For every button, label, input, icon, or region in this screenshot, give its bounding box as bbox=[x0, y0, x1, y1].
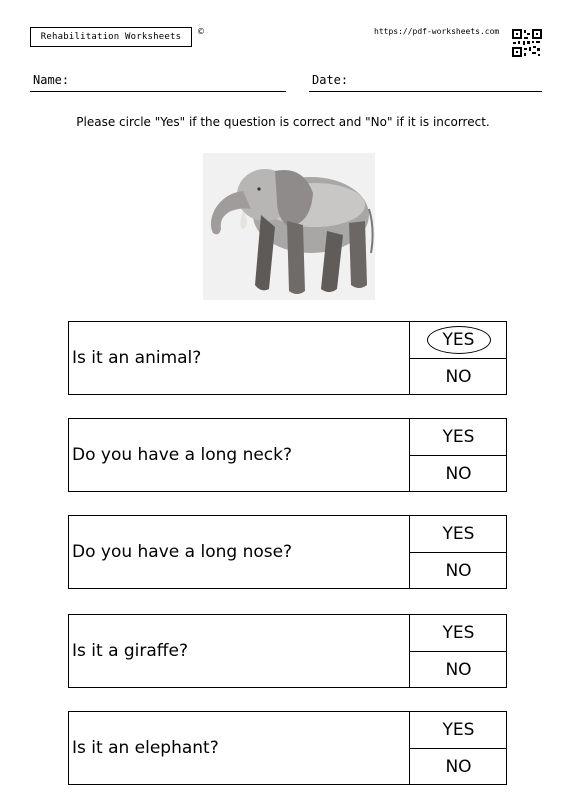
yes-option[interactable] bbox=[410, 516, 507, 553]
answer-options bbox=[409, 419, 507, 491]
instructions-text: Please circle "Yes" if the question is correct and "No" if it is incorrect. bbox=[76, 115, 490, 129]
yes-option[interactable] bbox=[410, 712, 507, 749]
question-row bbox=[68, 515, 507, 589]
copyright-mark: © bbox=[197, 27, 205, 36]
question-text: Is it an elephant? bbox=[72, 738, 219, 758]
yes-label: YES bbox=[442, 623, 475, 643]
name-label: Name: bbox=[33, 73, 70, 87]
site-url[interactable]: https://pdf-worksheets.com bbox=[374, 27, 500, 36]
question-row bbox=[68, 418, 507, 492]
question-row bbox=[68, 711, 507, 785]
yes-label: YES bbox=[442, 427, 475, 447]
question-row bbox=[68, 321, 507, 395]
yes-option[interactable] bbox=[410, 615, 507, 652]
no-label: NO bbox=[445, 366, 472, 387]
answer-options bbox=[409, 615, 507, 687]
worksheet-title-box bbox=[30, 27, 192, 47]
question-text: Do you have a long nose? bbox=[72, 542, 293, 562]
question-text: Do you have a long neck? bbox=[72, 445, 293, 465]
no-label: NO bbox=[445, 463, 472, 484]
yes-label: YES bbox=[442, 524, 475, 544]
no-option[interactable] bbox=[410, 652, 507, 687]
no-label: NO bbox=[445, 659, 472, 680]
qr-code-icon bbox=[512, 29, 542, 57]
answer-options bbox=[409, 322, 507, 394]
answer-options bbox=[409, 712, 507, 784]
yes-label: YES bbox=[442, 720, 475, 740]
no-option[interactable] bbox=[410, 456, 507, 491]
no-option[interactable] bbox=[410, 749, 507, 784]
no-option[interactable] bbox=[410, 553, 507, 588]
yes-option[interactable] bbox=[410, 419, 507, 456]
question-row bbox=[68, 614, 507, 688]
date-field[interactable] bbox=[309, 91, 542, 92]
date-label: Date: bbox=[312, 73, 349, 87]
elephant-image bbox=[203, 153, 375, 300]
no-label: NO bbox=[445, 560, 472, 581]
yes-label: YES bbox=[442, 330, 475, 350]
answer-options bbox=[409, 516, 507, 588]
no-label: NO bbox=[445, 756, 472, 777]
worksheet-title: Rehabilitation Worksheets bbox=[40, 32, 182, 42]
no-option[interactable] bbox=[410, 359, 507, 394]
name-field[interactable] bbox=[30, 91, 286, 92]
question-text: Is it an animal? bbox=[72, 348, 202, 368]
question-text: Is it a giraffe? bbox=[72, 641, 189, 661]
yes-option[interactable] bbox=[410, 322, 507, 359]
